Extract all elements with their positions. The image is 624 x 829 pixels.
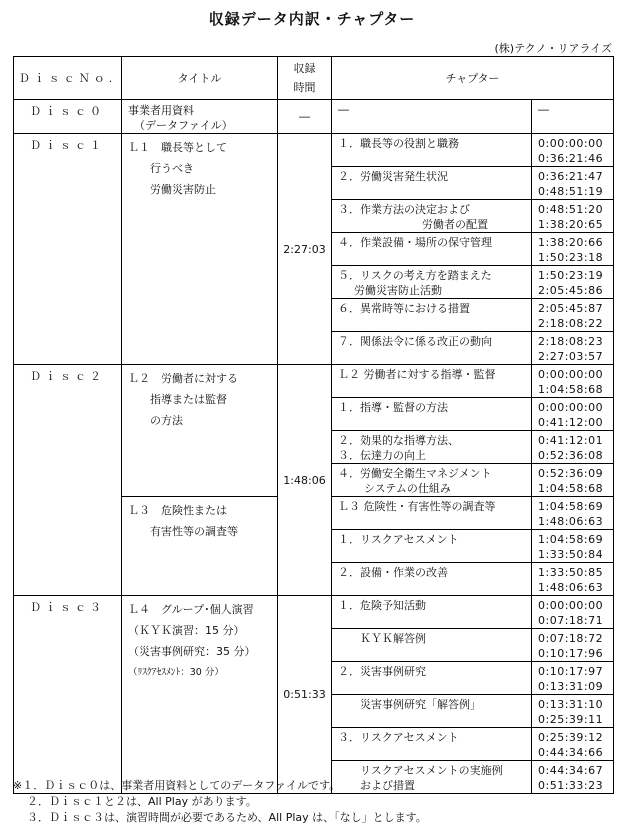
timecode-end: 0:10:17:96: [538, 647, 604, 660]
chapter-label: ２．効果的な指導方法、: [338, 434, 459, 447]
timecode-end: 0:25:39:11: [538, 713, 604, 726]
footnotes: [13, 778, 427, 826]
disc2-l2-title-line3: の方法: [150, 414, 183, 427]
chapter-label: ＫＹＫ解答例: [360, 632, 426, 645]
timecode-start: 0:07:18:72: [538, 632, 604, 645]
disc0-chapter: ―: [332, 100, 532, 134]
disc2-l2-title-line1: Ｌ２ 労働者に対する: [128, 372, 238, 385]
timecode-cell: [532, 266, 614, 299]
table-row: [14, 596, 614, 629]
timecode-start: 0:41:12:01: [538, 434, 604, 447]
disc1-title-line2: 行うべき: [150, 162, 194, 175]
chapter-cell: [332, 530, 532, 563]
timecode-cell: [532, 134, 614, 167]
timecode-end: 0:51:33:23: [538, 779, 604, 792]
disc2-l2-title-line2: 指導または監督: [150, 393, 227, 406]
chapter-cell: [332, 398, 532, 431]
chapter-label-cont: ３．伝達力の向上: [338, 449, 426, 462]
timecode-cell: [532, 464, 614, 497]
header-title: タイトル: [122, 57, 278, 100]
timecode-end: 0:52:36:08: [538, 449, 604, 462]
chapter-label: ４．労働安全衛生マネジメント: [338, 467, 492, 480]
chapter-cell: [332, 365, 532, 398]
chapter-cell: [332, 332, 532, 365]
timecode-end: 1:50:23:18: [538, 251, 604, 264]
chapter-label-cont: システムの仕組み: [364, 482, 451, 495]
header-time-line2: 時間: [293, 81, 316, 94]
disc3-title-line1: Ｌ４ グループ･個人演習: [128, 603, 254, 616]
disc1-label: Ｄｉｓｃ１: [14, 134, 122, 365]
disc1-title-line1: Ｌ１ 職長等として: [128, 141, 227, 154]
timecode-start: 0:00:00:00: [538, 599, 604, 612]
timecode-end: 0:44:34:66: [538, 746, 604, 759]
timecode-end: 1:33:50:84: [538, 548, 604, 561]
footnote-1: ※１．Ｄｉｓｃ０は、事業者用資料としてのデータファイルです。: [13, 779, 341, 792]
chapter-label: １．リスクアセスメント: [338, 533, 459, 546]
timecode-cell: [532, 497, 614, 530]
table-row: [14, 365, 614, 398]
disc3-title-line4: （ﾘｽｸｱｾｽﾒﾝﾄ：30 分）: [128, 667, 224, 678]
chapter-cell: [332, 200, 532, 233]
chapter-label: １．危険予知活動: [338, 599, 426, 612]
disc0-label: Ｄｉｓｃ０: [14, 100, 122, 134]
chapter-cell: [332, 233, 532, 266]
timecode-start: 1:33:50:85: [538, 566, 604, 579]
disc0-title: [122, 100, 278, 134]
disc0-timecode: ―: [532, 100, 614, 134]
timecode-start: 2:18:08:23: [538, 335, 604, 348]
footnote-2: ２．Ｄｉｓｃ１と２は、All Play があります。: [27, 795, 257, 808]
chapter-label: リスクアセスメントの実施例: [360, 764, 503, 777]
page-title: 収録データ内訳・チャプター: [208, 10, 416, 28]
chapter-label-cont: 労働者の配置: [422, 218, 488, 231]
timecode-cell: [532, 398, 614, 431]
timecode-end: 0:07:18:71: [538, 614, 604, 627]
chapter-cell: [332, 497, 532, 530]
disc3-label: Ｄｉｓｃ３: [14, 596, 122, 794]
timecode-cell: [532, 365, 614, 398]
chapter-cell: [332, 728, 532, 761]
header-time: [278, 57, 332, 100]
timecode-cell: [532, 563, 614, 596]
chapter-cell: [332, 167, 532, 200]
chapter-label: ５．リスクの考え方を踏まえた: [338, 269, 492, 282]
timecode-cell: [532, 761, 614, 794]
table-row: [14, 134, 614, 167]
timecode-cell: [532, 530, 614, 563]
disc3-title-line3: （災害事例研究：35 分）: [128, 645, 256, 658]
chapter-label: １．指導・監督の方法: [338, 401, 448, 414]
timecode-cell: [532, 200, 614, 233]
timecode-cell: [532, 431, 614, 464]
chapter-label: ２．労働災害発生状況: [338, 170, 448, 183]
chapter-cell: [332, 431, 532, 464]
chapter-label: ２．災害事例研究: [338, 665, 426, 678]
timecode-start: 0:00:00:00: [538, 368, 604, 381]
timecode-start: 0:36:21:47: [538, 170, 604, 183]
disc3-title-line2: （ＫＹＫ演習：15 分）: [128, 624, 245, 637]
timecode-end: 0:13:31:09: [538, 680, 604, 693]
header-time-line1: 収録: [293, 62, 316, 75]
chapter-label: ６．異常時等における措置: [338, 302, 470, 315]
timecode-end: 1:48:06:63: [538, 515, 604, 528]
timecode-cell: [532, 662, 614, 695]
chapter-label: ２．設備・作業の改善: [338, 566, 448, 579]
header-disc: ＤｉｓｃＮｏ.: [14, 57, 122, 100]
timecode-start: 0:10:17:97: [538, 665, 604, 678]
chapter-label-cont: 労働災害防止活動: [354, 284, 442, 297]
chapter-label: ４．作業設備・場所の保守管理: [338, 236, 492, 249]
chapter-cell: [332, 629, 532, 662]
timecode-cell: [532, 332, 614, 365]
disc1-time: 2:27:03: [278, 134, 332, 365]
timecode-cell: [532, 695, 614, 728]
timecode-end: 0:48:51:19: [538, 185, 604, 198]
timecode-start: 2:05:45:87: [538, 302, 604, 315]
disc2-label: Ｄｉｓｃ２: [14, 365, 122, 596]
timecode-end: 2:18:08:22: [538, 317, 604, 330]
chapter-label: ３．リスクアセスメント: [338, 731, 459, 744]
disc2-l3-title: [122, 497, 278, 596]
timecode-end: 1:38:20:65: [538, 218, 604, 231]
disc0-title-line2: （データファイル）: [134, 119, 233, 132]
chapter-cell: [332, 464, 532, 497]
disc1-title: [122, 134, 278, 365]
timecode-cell: [532, 233, 614, 266]
timecode-end: 1:04:58:68: [538, 482, 604, 495]
chapter-label: ３．作業方法の決定および: [338, 203, 470, 216]
chapter-cell: [332, 662, 532, 695]
timecode-end: 0:36:21:46: [538, 152, 604, 165]
chapter-label-cont: および措置: [360, 779, 415, 792]
chapter-label: Ｌ３ 危険性・有害性等の調査等: [338, 500, 496, 513]
chapter-label: ７．関係法令に係る改正の動向: [338, 335, 492, 348]
timecode-end: 1:04:58:68: [538, 383, 604, 396]
company-name: (株)テクノ・リアライズ: [494, 42, 612, 55]
timecode-start: 0:44:34:67: [538, 764, 604, 777]
disc2-l3-title-line1: Ｌ３ 危険性または: [128, 504, 227, 517]
timecode-cell: [532, 167, 614, 200]
timecode-start: 0:48:51:20: [538, 203, 604, 216]
timecode-start: 0:00:00:00: [538, 137, 604, 150]
disc1-title-line3: 労働災害防止: [150, 183, 216, 196]
disc2-time: 1:48:06: [278, 365, 332, 596]
timecode-start: 0:52:36:09: [538, 467, 604, 480]
timecode-end: 0:41:12:00: [538, 416, 604, 429]
timecode-cell: [532, 629, 614, 662]
timecode-end: 1:48:06:63: [538, 581, 604, 594]
timecode-start: 0:25:39:12: [538, 731, 604, 744]
chapter-cell: [332, 266, 532, 299]
timecode-start: 1:38:20:66: [538, 236, 604, 249]
timecode-start: 1:50:23:19: [538, 269, 604, 282]
footnote-3: ３．Ｄｉｓｃ３は、演習時間が必要であるため、All Play は、「なし」とします。: [27, 811, 427, 824]
timecode-end: 2:05:45:86: [538, 284, 604, 297]
chapter-table: [13, 56, 614, 794]
chapter-cell: [332, 134, 532, 167]
chapter-label: 災害事例研究「解答例」: [360, 698, 481, 711]
disc2-l2-title: [122, 365, 278, 497]
header-row: [14, 57, 614, 100]
disc3-time: 0:51:33: [278, 596, 332, 794]
chapter-cell: [332, 695, 532, 728]
chapter-label: Ｌ２ 労働者に対する指導・監督: [338, 368, 496, 381]
header-chapter: チャプター: [332, 57, 614, 100]
timecode-cell: [532, 728, 614, 761]
chapter-cell: [332, 596, 532, 629]
timecode-start: 0:13:31:10: [538, 698, 604, 711]
disc0-time: ―: [278, 100, 332, 134]
timecode-start: 0:00:00:00: [538, 401, 604, 414]
disc2-l3-title-line2: 有害性等の調査等: [150, 525, 238, 538]
timecode-cell: [532, 596, 614, 629]
timecode-end: 2:27:03:57: [538, 350, 604, 363]
disc0-title-line1: 事業者用資料: [128, 104, 194, 117]
chapter-label: １．職長等の役割と職務: [338, 137, 459, 150]
table-row: [14, 100, 614, 134]
chapter-cell: [332, 299, 532, 332]
chapter-cell: [332, 563, 532, 596]
timecode-start: 1:04:58:69: [538, 533, 604, 546]
timecode-cell: [532, 299, 614, 332]
disc3-title: [122, 596, 278, 794]
timecode-start: 1:04:58:69: [538, 500, 604, 513]
